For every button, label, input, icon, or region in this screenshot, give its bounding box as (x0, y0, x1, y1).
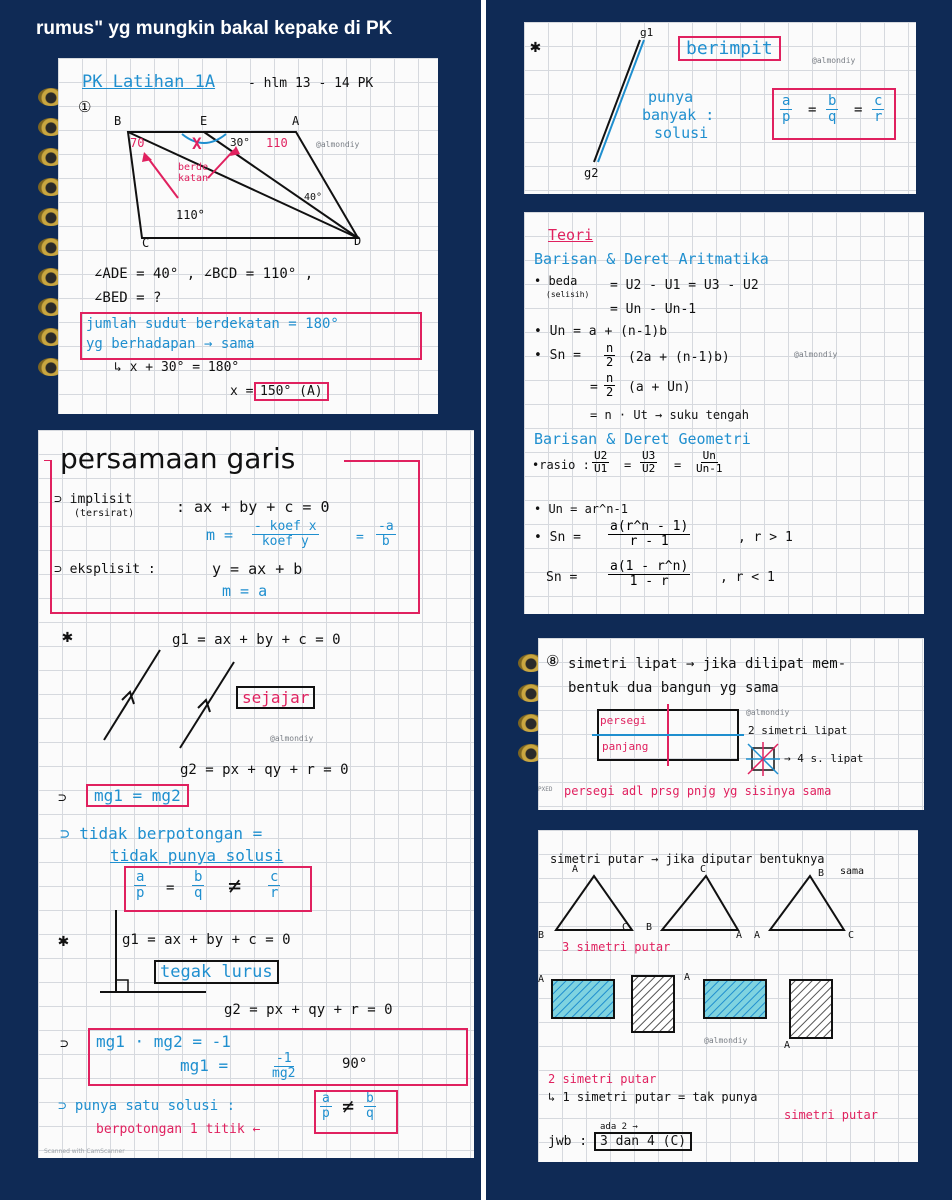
panel-persamaan-garis: persamaan garis ⊃ implisit (tersirat) : ax + by + c = 0 m = - koef x koef y = $\frac{-a}{b}$ ⊃ eksplisit : y = ax + b m = a ✱ g1 = ax + by + c = 0 sejajar @almondiy g2 = px + qy + r = 0 mg1 = mg2 ⊃ ⊃ tidak berpotongan = tidak punya solusi $\frac{a}{p}$ = $\frac{b}{q}$ ≠ $\frac{c}{r}$ ✱ g1 = ax + by + c = 0 tegak lurus g2 = px + qy + r = 0 ⊃ mg1 · mg2 = -1 mg1 = $\frac{-1}{mg2}$ 90° ⊃ punya satu solusi : $\frac{a}{p}$ ≠ $\frac{b}{q}$ berpotongan 1 titik ← Scanned with CamScanner (38, 430, 474, 1158)
frac-b-q: $\frac{b}{q}$ (194, 869, 203, 902)
selisih-label: (selisih) (546, 290, 590, 299)
sn-label: • Sn = (534, 348, 581, 363)
gradient-product: mg1 · mg2 = -1 (96, 1032, 231, 1051)
panel-pk-latihan (58, 58, 438, 414)
berpotongan-1-titik: berpotongan 1 titik ← (96, 1122, 261, 1137)
rule-line-2: yg berhadapan → sama (86, 336, 255, 352)
tidak-berpotongan: ⊃ tidak berpotongan = (60, 824, 263, 843)
m-frac-koef: - koef x koef y (254, 519, 317, 550)
page-title: rumus" yg mungkin bakal kepake di PK (36, 18, 393, 39)
aritmatika-title: Barisan & Deret Aritmatika (534, 250, 769, 268)
column-divider (481, 0, 486, 1200)
g1-equation: g1 = ax + by + c = 0 (172, 632, 341, 648)
question: ∠BED = ? (94, 290, 162, 306)
watermark: @almondiy (270, 734, 314, 743)
satu-simetri-putar: ↳ 1 simetri putar = tak punya (548, 1090, 758, 1104)
m-label: m = (206, 526, 234, 544)
answer-box: 150° (A) (254, 382, 329, 401)
lipat-line-2: bentuk dua bangun yg sama (568, 680, 779, 696)
m-frac-ab: $\frac{-a}{b}$ (378, 519, 394, 550)
star-marker: ✱ (530, 36, 541, 57)
eksplisit-label: ⊃ eksplisit : (54, 562, 156, 577)
punya-label: punya (648, 88, 694, 106)
problem-number: ① (78, 98, 92, 116)
g2-equation-b: g2 = px + qy + r = 0 (224, 1002, 393, 1018)
rect-label-2: panjang (602, 740, 649, 753)
section-title: persamaan garis (60, 442, 296, 475)
tak-punya-simetri: simetri putar (784, 1108, 878, 1122)
rasio-label: •rasio : (532, 458, 590, 472)
tiga-simetri-putar: 3 simetri putar (562, 940, 671, 954)
watermark: @almondiy (704, 1036, 748, 1045)
scanner-footer: Scanned with CamScanner (44, 1148, 125, 1155)
panel-barisan-deret: Teori Barisan & Deret Aritmatika • beda (selisih) = U2 - U1 = U3 - U2 = Un - Un-1 • Un = a + (n-1)b • Sn = $\frac{n}{2}$ (2a + (n-1)b) @almondiy = $\frac{n}{2}$ (a + Un) = n · Ut → suku tengah Barisan & Deret Geometri •rasio : $\frac{U2}{U1}$ = $\frac{U3}{U2}$ = $\frac{Un}{Un-1}$ • Un = ar^n-1 • Sn = $\frac{a(r\^{}n - 1)}{r - 1}$ , r > 1 Sn = $\frac{a(1 - r\^{}n)}{1 - r}$ , r < 1 (524, 212, 924, 614)
putar-title-2: sama (840, 866, 865, 877)
step-2-label: x = (230, 384, 254, 399)
beda-eq-1: = U2 - U1 = U3 - U2 (610, 278, 759, 293)
gradient-equal-box: mg1 = mg2 (86, 784, 189, 807)
geometri-title: Barisan & Deret Geometri (534, 430, 751, 448)
vertex-d: D (354, 234, 362, 248)
implisit-label: ⊃ implisit (54, 492, 133, 507)
angle-110: 110 (266, 136, 288, 150)
angle-x: X (192, 134, 202, 153)
deg-90: 90° (342, 1056, 368, 1072)
answer-box: 3 dan 4 (C) (594, 1132, 692, 1151)
panel-simetri-putar: simetri putar → jika diputar bentuknya sama A B C C B A B A C 3 simetri putar A A A @almondiy 2 simetri putar ↳ 1 simetri putar = tak punya simetri putar jwb : ada 2 → 3 dan 4 (C) (538, 830, 918, 1162)
m-equals: = (356, 530, 364, 545)
angle-30: 30° (230, 136, 250, 149)
jawaban-label: jwb : (548, 1134, 588, 1149)
geo-un: • Un = ar^n-1 (534, 502, 628, 516)
rect-label-1: persegi (600, 714, 647, 727)
sejajar-box: sejajar (236, 686, 315, 709)
teori-title: Teori (548, 226, 594, 244)
vertex-b: B (114, 114, 122, 128)
watermark: @almondiy (794, 350, 838, 359)
panel-berimpit: ✱ g1 g2 berimpit @almondiy punya banyak : solusi $\frac{a}{p}$ = $\frac{b}{q}$ = $\frac{c}{r}$ (524, 22, 916, 194)
frac-c-r: $\frac{c}{r}$ (270, 869, 279, 902)
g2-equation: g2 = px + qy + r = 0 (180, 762, 349, 778)
berdekatan-label: berde katan (178, 162, 209, 184)
cond-1: , r > 1 (738, 530, 793, 545)
side-mark: PXED (538, 786, 553, 793)
sn-eq-2: (a + Un) (628, 380, 691, 395)
watermark: @almondiy (316, 140, 360, 149)
watermark: @almondiy (746, 708, 790, 717)
vertex-c: C (142, 236, 150, 250)
star-marker-2: ✱ (58, 930, 69, 951)
g1-equation-b: g1 = ax + by + c = 0 (122, 932, 291, 948)
g2-label: g2 (584, 166, 599, 180)
vertex-e: E (200, 114, 208, 128)
ada-2: ada 2 → (600, 1122, 638, 1132)
angle-40: 40° (304, 192, 323, 203)
panel-title: PK Latihan 1A (82, 72, 216, 92)
angle-70: 70 (130, 136, 145, 150)
tidak-punya-solusi: tidak punya solusi (110, 846, 284, 865)
mg1-label: mg1 = (180, 1056, 229, 1075)
g1-label: g1 (640, 26, 654, 39)
geo-sn2-label: Sn = (546, 570, 578, 585)
empat-simetri-lipat: → 4 s. lipat (784, 752, 864, 765)
dua-simetri-lipat: 2 simetri lipat (748, 724, 848, 737)
suku-tengah: = n · Ut → suku tengah (590, 408, 749, 422)
eksplisit-m: m = a (222, 582, 268, 600)
rule-line-1: jumlah sudut berdekatan = 180° (86, 316, 339, 332)
dua-simetri-putar: 2 simetri putar (548, 1072, 657, 1086)
ratio-box (124, 866, 312, 912)
banyak-label: banyak : (642, 106, 715, 124)
beda-eq-2: = Un - Un-1 (610, 302, 697, 317)
solusi-label: solusi (654, 124, 709, 142)
punya-satu-solusi: ⊃ punya satu solusi : (58, 1098, 236, 1114)
panel-simetri-lipat (538, 638, 924, 810)
implisit-eq: : ax + by + c = 0 (176, 498, 330, 516)
persegi-note: persegi adl prsg pnjg yg sisinya sama (564, 784, 832, 798)
sn-eq-1: (2a + (n-1)b) (628, 350, 730, 365)
putar-title: simetri putar → jika diputar bentuknya (550, 852, 825, 866)
eksplisit-eq: y = ax + b (212, 560, 303, 578)
berimpit-box: berimpit (678, 36, 781, 61)
frac-a-p: $\frac{a}{p}$ (136, 869, 145, 902)
beda-label: • beda (534, 274, 578, 288)
tegak-lurus-box: tegak lurus (154, 960, 279, 984)
implisit-sub: (tersirat) (74, 508, 135, 519)
star-marker-1: ✱ (62, 626, 73, 647)
lipat-line-1: simetri lipat → jika dilipat mem- (568, 656, 847, 672)
given-angles: ∠ADE = 40° , ∠BCD = 110° , (94, 266, 314, 282)
cond-2: , r < 1 (720, 570, 775, 585)
geo-sn1-label: • Sn = (534, 530, 581, 545)
angle-110-b: 110° (176, 208, 205, 222)
watermark: @almondiy (812, 56, 856, 65)
mg1-frac: $\frac{-1}{mg2}$ (272, 1051, 296, 1082)
un-formula: • Un = a + (n-1)b (534, 324, 668, 339)
panel-title-suffix: - hlm 13 - 14 PK (248, 76, 374, 91)
step-1: ↳ x + 30° = 180° (114, 360, 240, 375)
section-number: ⑧ (546, 652, 560, 670)
vertex-a: A (292, 114, 300, 128)
